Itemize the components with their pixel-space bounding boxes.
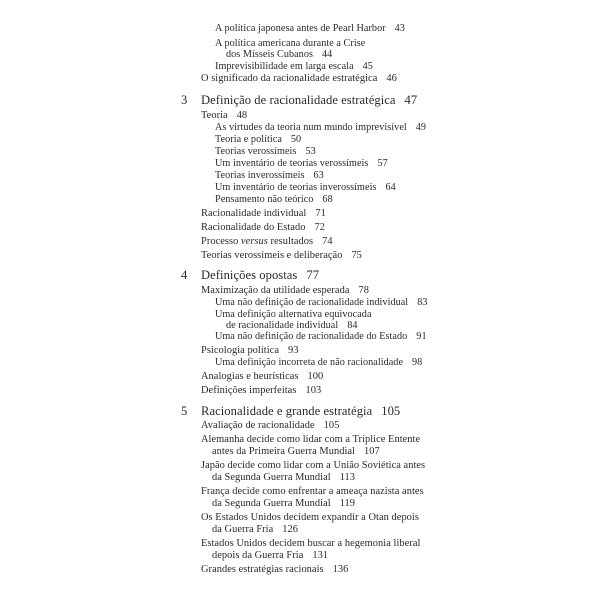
toc-section-continuation xyxy=(212,472,355,484)
toc-section xyxy=(201,512,419,524)
toc-entry-title: da Segunda Guerra Mundial xyxy=(212,498,331,509)
toc-page-number: 136 xyxy=(332,564,349,575)
toc-entry-title: Teorias verossímeis e deliberação xyxy=(201,250,343,261)
toc-entry-title: antes da Primeira Guerra Mundial xyxy=(212,446,355,457)
toc-page-number: 53 xyxy=(305,146,316,157)
chapter-title: Definição de racionalidade estratégica xyxy=(201,93,396,107)
toc-page-number: 105 xyxy=(323,420,340,431)
toc-entry xyxy=(215,61,373,73)
toc-entry-title: Alemanha decide como lidar com a Tríplice Entente xyxy=(201,434,421,445)
toc-entry-title: Teoria e política xyxy=(215,134,282,145)
toc-entry xyxy=(215,297,428,309)
toc-entry-title: Estados Unidos decidem buscar a hegemonia liberal xyxy=(201,538,421,549)
toc-section xyxy=(201,73,397,85)
toc-page-number: 131 xyxy=(312,550,329,561)
toc-entry-title: da Guerra Fria xyxy=(212,524,274,535)
chapter-title: Definições opostas xyxy=(201,268,298,282)
toc-page-number: 119 xyxy=(339,498,356,509)
toc-section xyxy=(201,250,362,262)
toc-section-continuation xyxy=(212,524,298,536)
toc-entry xyxy=(215,331,427,343)
toc-entry xyxy=(215,170,324,182)
toc-page-number: 74 xyxy=(322,236,333,247)
toc-entry-title: França decide como enfrentar a ameaça nazista antes xyxy=(201,486,424,497)
toc-page-number: 83 xyxy=(417,297,428,308)
toc-page-number: 100 xyxy=(307,371,324,382)
toc-page-number: 46 xyxy=(386,73,397,84)
toc-page-number: 49 xyxy=(415,122,427,133)
toc-entry xyxy=(215,194,333,206)
toc-entry-title: Teoria xyxy=(201,110,228,121)
toc-entry-title-start: Processo xyxy=(201,236,241,247)
toc-page-number: 47 xyxy=(404,93,418,107)
toc-entry-title-emphasis: versus xyxy=(241,236,268,247)
toc-entry-title-end: resultados xyxy=(267,236,314,247)
toc-entry-title: de racionalidade individual xyxy=(226,320,339,331)
toc-entry xyxy=(215,357,422,369)
toc-entry-title: O significado da racionalidade estratégica xyxy=(201,73,378,84)
toc-entry-title: Definições imperfeitas xyxy=(201,385,297,396)
toc-section xyxy=(201,345,299,357)
toc-page-number: 57 xyxy=(377,158,388,169)
toc-entry-title: Teorias verossímeis xyxy=(215,146,297,157)
toc-page-number: 105 xyxy=(381,404,401,418)
toc-chapter-heading xyxy=(181,404,400,419)
toc-section xyxy=(201,420,339,432)
toc-entry-title: Pensamento não teórico xyxy=(215,194,314,205)
toc-page-number: 103 xyxy=(305,385,322,396)
toc-entry-title: Uma definição alternativa equivocada xyxy=(215,309,372,320)
toc-entry-title: Racionalidade individual xyxy=(201,208,307,219)
toc-page-number: 68 xyxy=(322,194,333,205)
toc-entry-title: Racionalidade do Estado xyxy=(201,222,306,233)
toc-entry-title: A política americana durante a Crise xyxy=(215,38,366,49)
toc-entry-title: Imprevisibilidade em larga escala xyxy=(215,61,354,72)
toc-page-number: 44 xyxy=(322,49,333,60)
toc-entry xyxy=(215,23,405,35)
toc-chapter-heading xyxy=(181,268,319,283)
toc-page-number: 77 xyxy=(306,268,320,282)
toc-section-continuation xyxy=(212,446,380,458)
toc-chapter-heading xyxy=(181,93,417,108)
toc-page-number: 50 xyxy=(290,134,302,145)
toc-entry-title: Uma definição incorreta de não racionalidade xyxy=(215,357,404,368)
toc-entry-title: Grandes estratégias racionais xyxy=(201,564,324,575)
chapter-number: 5 xyxy=(181,404,188,418)
toc-page-number: 107 xyxy=(363,446,380,457)
toc-section xyxy=(201,486,424,498)
toc-page-number: 84 xyxy=(347,320,358,331)
toc-entry xyxy=(215,182,396,194)
toc-page-number: 113 xyxy=(339,472,356,483)
toc-page-number: 45 xyxy=(362,61,373,72)
toc-section xyxy=(201,385,321,397)
toc-entry-title: depois da Guerra Fria xyxy=(212,550,304,561)
toc-entry-title: Os Estados Unidos decidem expandir a Otan depois xyxy=(201,512,419,523)
toc-entry-title: As virtudes da teoria num mundo imprevisível xyxy=(215,122,407,133)
toc-entry xyxy=(215,122,426,134)
toc-entry-title: Uma não definição de racionalidade individual xyxy=(215,297,409,308)
toc-entry-title: Psicologia política xyxy=(201,345,280,356)
toc-entry-title: da Segunda Guerra Mundial xyxy=(212,472,331,483)
toc-entry-title: Um inventário de teorias verossímeis xyxy=(215,158,369,169)
toc-entry xyxy=(215,134,301,146)
toc-entry-title: Teorias inverossímeis xyxy=(215,170,305,181)
toc-page-number: 98 xyxy=(412,357,423,368)
chapter-title: Racionalidade e grande estratégia xyxy=(201,404,373,418)
toc-entry xyxy=(215,146,316,158)
toc-entry-title: dos Mísseis Cubanos xyxy=(226,49,313,60)
toc-entry-title: Japão decide como lidar com a União Soviética antes xyxy=(201,460,426,471)
chapter-number: 3 xyxy=(181,93,188,107)
toc-section xyxy=(201,434,420,446)
toc-section xyxy=(201,236,333,248)
toc-section-continuation xyxy=(212,550,328,562)
toc-section xyxy=(201,110,247,122)
toc-section xyxy=(201,460,425,472)
toc-section xyxy=(201,222,325,234)
toc-section xyxy=(201,538,420,550)
toc-page-number: 78 xyxy=(358,285,369,296)
toc-page-number: 91 xyxy=(416,331,427,342)
toc-section xyxy=(201,371,323,383)
toc-entry xyxy=(215,158,388,170)
toc-entry-title: A política japonesa antes de Pearl Harbor xyxy=(215,23,386,34)
chapter-number: 4 xyxy=(181,268,188,282)
toc-section xyxy=(201,208,326,220)
toc-entry-title: Uma não definição de racionalidade do Estado xyxy=(215,331,408,342)
toc-entry-title: Avaliação de racionalidade xyxy=(201,420,315,431)
toc-page-number: 63 xyxy=(313,170,324,181)
toc-section-continuation xyxy=(212,498,355,510)
toc-page-number: 43 xyxy=(394,23,405,34)
toc-section xyxy=(201,285,369,297)
toc-page-number: 48 xyxy=(236,110,248,121)
toc-page-number: 75 xyxy=(351,250,362,261)
toc-entry-title: Maximização da utilidade esperada xyxy=(201,285,350,296)
toc-page-number: 64 xyxy=(385,182,396,193)
toc-page-number: 93 xyxy=(288,345,299,356)
toc-page-number: 126 xyxy=(282,524,299,535)
toc-section xyxy=(201,564,348,576)
toc-entry-continuation xyxy=(226,49,332,61)
toc-entry-title: Um inventário de teorias inverossímeis xyxy=(215,182,377,193)
toc-page-number: 72 xyxy=(314,222,325,233)
toc-entry-title: Analogias e heurísticas xyxy=(201,371,299,382)
toc-page-number: 71 xyxy=(315,208,326,219)
